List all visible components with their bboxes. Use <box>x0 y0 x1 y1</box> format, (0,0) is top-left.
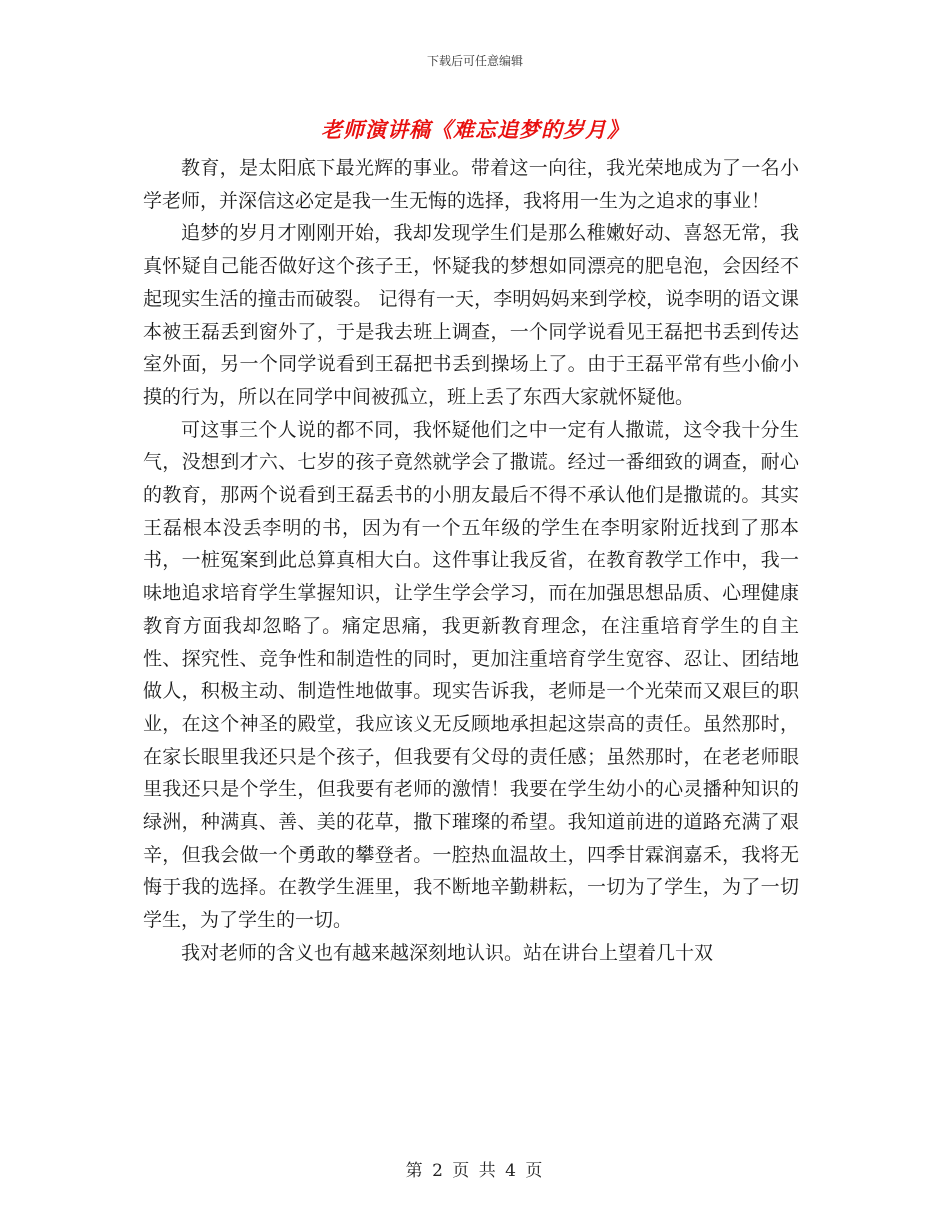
paragraph-1: 教育，是太阳底下最光辉的事业。带着这一向往，我光荣地成为了一名小学老师，并深信这必定是我一生无悔的选择，我将用一生为之追求的事业！ <box>143 157 799 212</box>
document-title: 老师演讲稿《难忘追梦的岁月》 <box>321 117 629 142</box>
page-number: 第 2 页 共 4 页 <box>405 1161 545 1181</box>
paragraph-4: 我对老师的含义也有越来越深刻地认识。站在讲台上望着几十双 <box>181 941 714 964</box>
paragraph-3: 可这事三个人说的都不同，我怀疑他们之中一定有人撒谎，这令我十分生气，没想到才六、七岁的孩子竟然就学会了撒谎。经过一番细致的调查，耐心的教育，那两个说看到王磊丢书的小朋友最后不得不承认他们是撒谎的。其实王磊根本没丢李明的书，因为有一个五年级的学生在李明家附近找到了那本书，一桩冤案到此总算真相大白。这件事让我反省，在教育教学工作中，我一味地追求培育学生掌握知识，让学生学会学习，而在加强思想品质、心理健康教育方面我却忽略了。痛定思痛，我更新教育理念，在注重培育学生的自主性、探究性、竞争性和制造性的同时，更加注重培育学生宽容、忍让、团结地做人，积极主动、制造性地做事。现实告诉我，老师是一个光荣而又艰巨的职业，在这个神圣的殿堂，我应该义无反顾地承担起这崇高的责任。虽然那时，在家长眼里我还只是个孩子，但我要有父母的责任感；虽然那时，在老老师眼里我还只是个学生，但我要有老师的激情！我要在学生幼小的心灵播种知识的绿洲，种满真、善、美的花草，撒下璀璨的希望。我知道前进的道路充满了艰辛，但我会做一个勇敢的攀登者。一腔热血温故土，四季甘霖润嘉禾，我将无悔于我的选择。在教学生涯里，我不断地辛勤耕耘，一切为了学生，为了一切学生，为了学生的一切。 <box>143 418 799 932</box>
paragraph-2: 追梦的岁月才刚刚开始，我却发现学生们是那么稚嫩好动、喜怒无常，我真怀疑自己能否做好这个孩子王，怀疑我的梦想如同漂亮的肥皂泡，会因经不起现实生活的撞击而破裂。 记得有一天，李明妈妈来到学校，说李明的语文课本被王磊丢到窗外了，于是我去班上调查，一个同学说看见王磊把书丢到传达室外面，另一个同学说看到王磊把书丢到操场上了。由于王磊平常有些小偷小摸的行为，所以在同学中间被孤立，班上丢了东西大家就怀疑他。 <box>143 222 799 408</box>
page-header-note: 下载后可任意编辑 <box>426 54 523 68</box>
document-body <box>143 152 799 970</box>
